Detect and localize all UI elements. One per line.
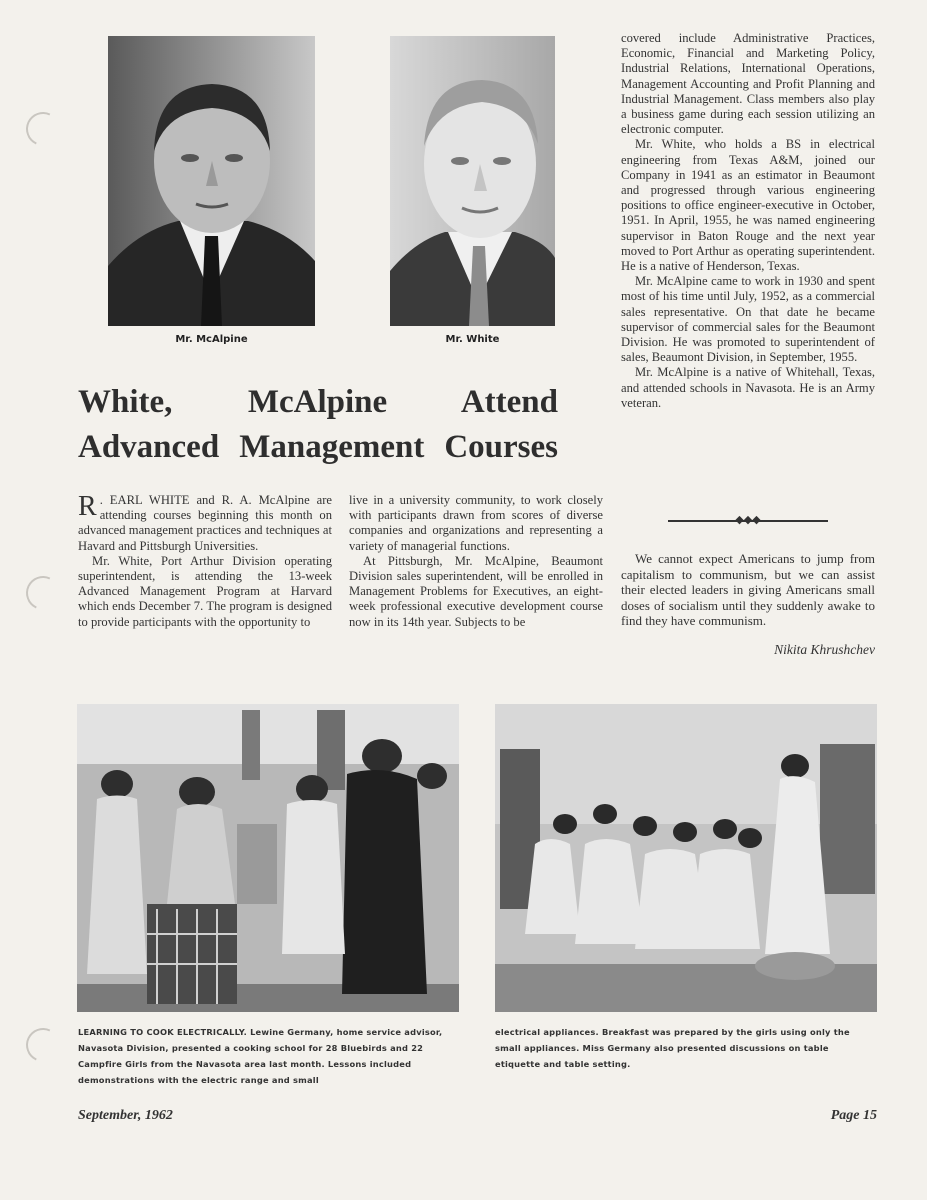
photo-caption-left: LEARNING TO COOK ELECTRICALLY. Lewine Germany, home service advisor, Navasota Division, presented a cooking school for 28 Bluebirds and 22 Campfire Girls from the Navasota area last month. Lessons included demonstrations with the electric range and small [78,1027,443,1085]
headline-line-2: Advanced Management Courses [78,429,558,465]
khrushchev-quote [621,551,875,629]
article-column-3 [621,31,875,411]
article-paragraph: Mr. McAlpine came to work in 1930 and spent most of his time until July, 1952, as a commercial sales representative. On that date he became supervisor of commercial sales for the Beaumont Division. He was promoted to superintendent of sales, Beaumont Division, in September, 1955. [621,274,875,365]
article-column-2 [349,493,603,630]
portrait-caption-white: Mr. White [445,334,500,345]
article-paragraph: At Pittsburgh, Mr. McAlpine, Beaumont Division sales superintendent, will be enrolled in Management Problems for Executives, an eight-week professional executive development course now in its 14th year. Subjects to be [349,553,603,629]
photo-cooking-class-left [77,704,459,1012]
photo-cooking-class-right [495,704,877,1012]
drop-cap: R [78,491,97,522]
article-column-1 [78,493,332,630]
divider-ornament-icon: ◆◆◆ [735,513,761,526]
quote-author: Nikita Khrushchev [774,642,875,657]
portrait-caption-mcalpine: Mr. McAlpine [175,334,248,345]
footer-page-number: Page 15 [830,1108,877,1123]
photo-caption-right: electrical appliances. Breakfast was prepared by the girls using only the small appliances. Miss Germany also presented discussions on table etiquette and table setting. [495,1027,850,1069]
binder-hole-bottom [21,1023,65,1067]
portrait-mcalpine [108,36,315,326]
article-paragraph: live in a university community, to work closely with participants drawn from scores of diverse companies and organizations and representing a variety of managerial functions. [349,493,603,553]
quote-text: We cannot expect Americans to jump from capitalism to communism, but we can assist their elected leaders in giving Americans small doses of socialism until they suddenly awake to find they have communism. [621,551,875,628]
binder-hole-middle [21,571,65,615]
portrait-white [390,36,555,326]
binder-hole-top [21,107,65,151]
article-paragraph: Mr. White, Port Arthur Division operating superintendent, is attending the 13-week Advanced Management Program at Harvard which ends December 7. The program is designed to provide participants with the opportunity to [78,553,332,629]
article-headline [78,380,558,470]
article-paragraph: Mr. White, who holds a BS in electrical engineering from Texas A&M, joined our Company in 1941 as an estimator in Beaumont and progressed through various engineering positions to office engineer-executive in October, 1951. In April, 1955, he was named engineering supervisor in Baton Rouge and the next year moved to Port Arthur as operating superintendent. He is a native of Henderson, Texas. [621,137,875,274]
footer-date: September, 1962 [78,1108,173,1123]
article-paragraph: R . EARL WHITE and R. A. McAlpine are attending courses beginning this month on advanced management practices and techniques at Havard and Pittsburgh Universities. [78,491,332,553]
article-paragraph: Mr. McAlpine is a native of Whitehall, Texas, and attended schools in Navasota. He is an Army veteran. [621,365,875,410]
headline-line-1: White, McAlpine Attend [78,384,558,420]
article-paragraph: covered include Administrative Practices, Economic, Financial and Marketing Policy, Industrial Relations, International Operations, Management Accounting and Profit Planning and Industrial Management. Class members also play a business game during each session utilizing an electronic computer. [621,31,875,137]
